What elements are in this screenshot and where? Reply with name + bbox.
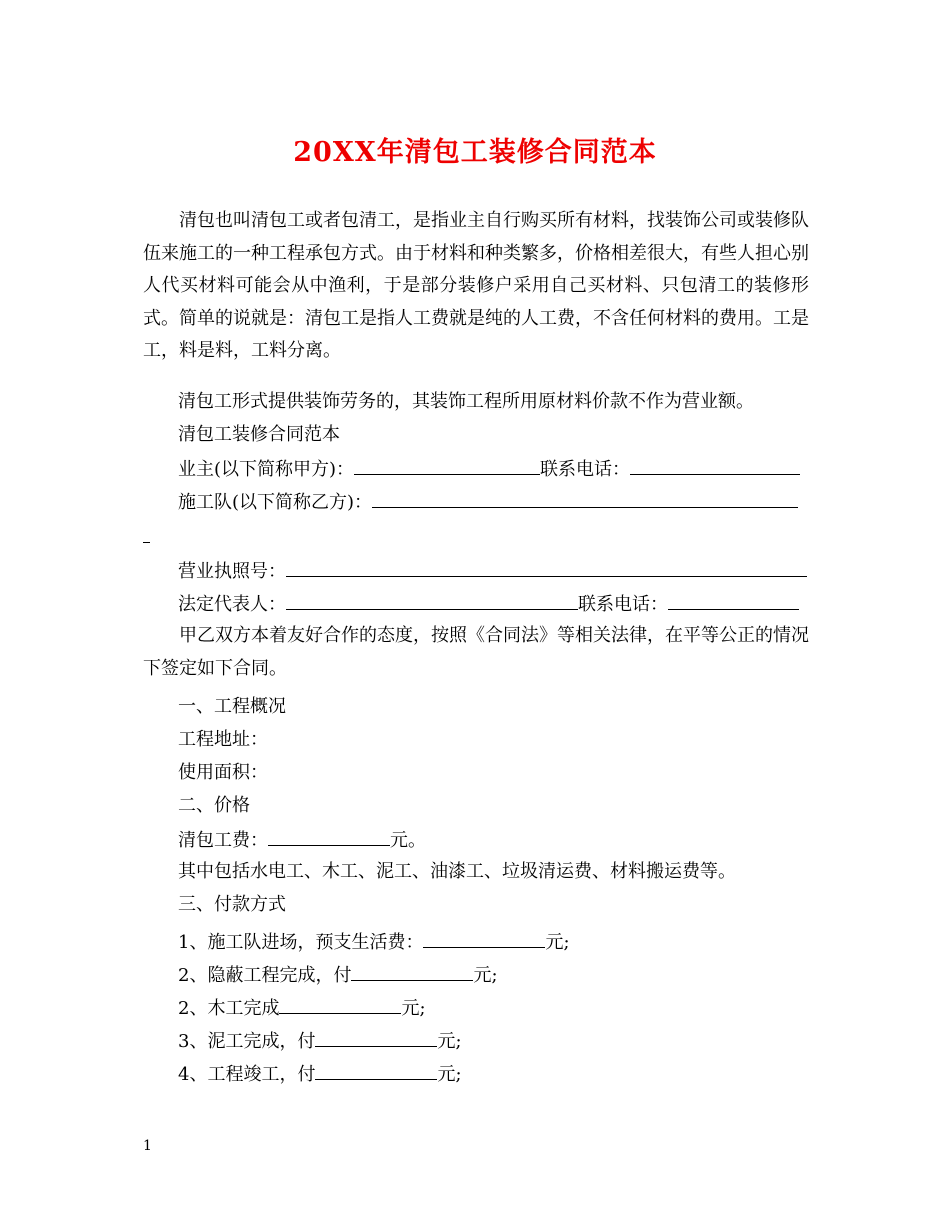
payment-2-unit: 元; xyxy=(473,965,498,986)
payment-3-blank[interactable] xyxy=(279,995,401,1014)
labor-fee-row xyxy=(178,827,426,853)
team-row xyxy=(178,489,798,515)
payment-row-1 xyxy=(178,929,570,955)
payment-5-label: 4、工程竣工，付 xyxy=(178,1064,316,1085)
intro-paragraph: 清包也叫清包工或者包清工，是指业主自行购买所有材料，找装饰公司或装修队伍来施工的一种工程承包方式。由于材料和种类繁多，价格相差很大，有些人担心别人代买材料可能会从中渔利，于是部分装修户采用自己买材料、只包清工的装修形式。简单的说就是：清包工是指人工费就是纯的人工费，不含任何材料的费用。工是工，料是料，工料分离。 xyxy=(143,210,809,361)
payment-4-label: 3、泥工完成，付 xyxy=(178,1031,316,1052)
payment-3-label: 2、木工完成 xyxy=(178,998,280,1019)
intro-paragraph-2: 清包工形式提供装饰劳务的，其装饰工程所用原材料价款不作为营业额。 xyxy=(178,391,754,412)
owner-phone-blank[interactable] xyxy=(630,456,800,475)
owner-phone-label: 联系电话： xyxy=(540,459,631,480)
legal-rep-phone-blank[interactable] xyxy=(668,591,799,610)
team-blank-continuation xyxy=(143,522,150,543)
legal-rep-label: 法定代表人： xyxy=(178,594,286,615)
fee-includes: 其中包括水电工、木工、泥工、油漆工、垃圾清运费、材料搬运费等。 xyxy=(178,861,736,882)
owner-row xyxy=(178,456,800,482)
section-2-heading: 二、价格 xyxy=(178,795,250,816)
team-blank[interactable] xyxy=(372,489,798,508)
payment-5-blank[interactable] xyxy=(315,1061,437,1080)
license-row xyxy=(178,558,807,584)
team-label: 施工队(以下简称乙方)： xyxy=(178,492,373,513)
payment-row-3 xyxy=(178,995,426,1021)
owner-label: 业主(以下简称甲方)： xyxy=(178,459,355,480)
license-label: 营业执照号： xyxy=(178,561,286,582)
legal-rep-row xyxy=(178,591,799,617)
payment-1-label: 1、施工队进场，预支生活费： xyxy=(178,932,424,953)
payment-3-unit: 元; xyxy=(401,998,426,1019)
payment-row-2 xyxy=(178,962,498,988)
section-3-heading: 三、付款方式 xyxy=(178,894,286,915)
labor-fee-blank[interactable] xyxy=(268,827,390,846)
document-title: 20XX年清包工装修合同范本 xyxy=(293,137,657,168)
payment-4-blank[interactable] xyxy=(315,1028,437,1047)
address-label: 工程地址： xyxy=(178,729,268,750)
contract-subtitle: 清包工装修合同范本 xyxy=(178,424,340,445)
license-blank[interactable] xyxy=(286,558,807,577)
page-number: 1 xyxy=(143,1138,152,1154)
section-1-heading: 一、工程概况 xyxy=(178,696,286,717)
legal-rep-phone-label: 联系电话： xyxy=(578,594,668,615)
payment-4-unit: 元; xyxy=(437,1031,462,1052)
labor-fee-label: 清包工费： xyxy=(178,830,268,851)
payment-row-4 xyxy=(178,1028,462,1054)
area-label: 使用面积： xyxy=(178,762,268,783)
agreement-paragraph: 甲乙双方本着友好合作的态度，按照《合同法》等相关法律，在平等公正的情况下签定如下合同。 xyxy=(143,625,809,679)
payment-1-blank[interactable] xyxy=(423,929,545,948)
labor-fee-unit: 元。 xyxy=(390,830,426,851)
payment-2-blank[interactable] xyxy=(351,962,473,981)
legal-rep-blank[interactable] xyxy=(286,591,578,610)
payment-5-unit: 元; xyxy=(437,1064,462,1085)
payment-1-unit: 元; xyxy=(545,932,570,953)
payment-2-label: 2、隐蔽工程完成，付 xyxy=(178,965,352,986)
owner-blank[interactable] xyxy=(354,456,540,475)
payment-row-5 xyxy=(178,1061,462,1087)
